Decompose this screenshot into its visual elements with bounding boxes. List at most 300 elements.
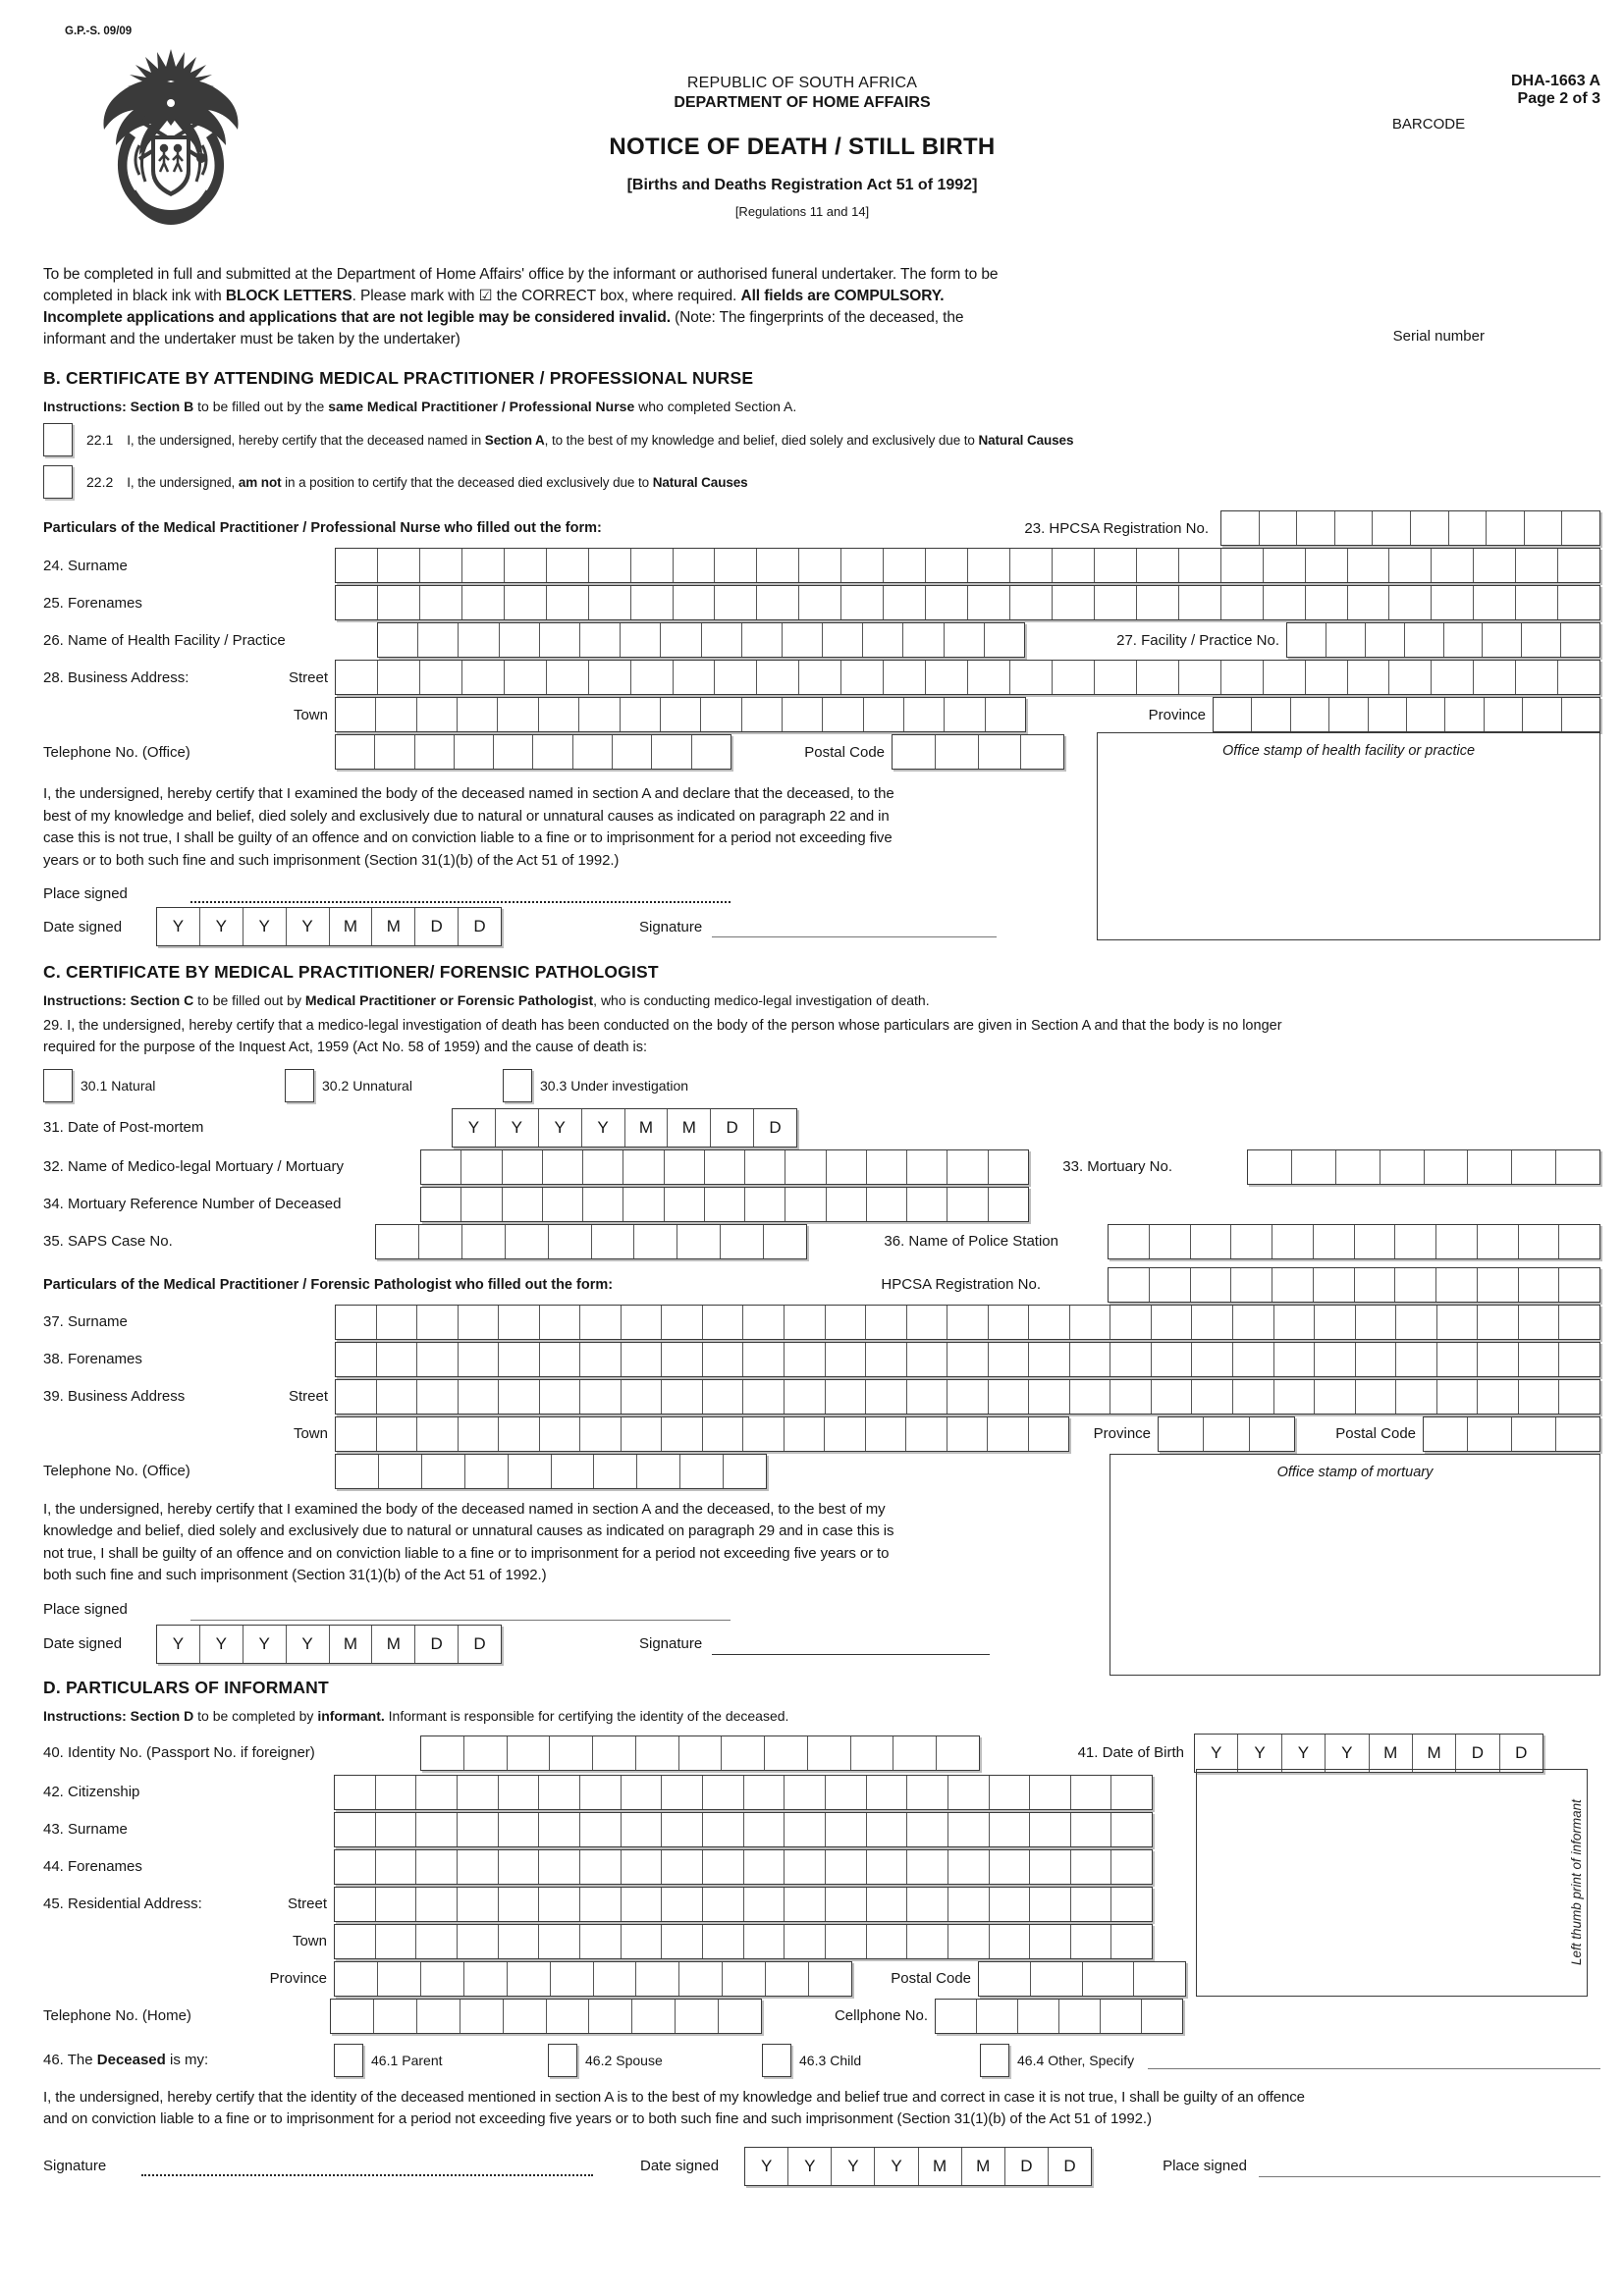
grid-cell[interactable] bbox=[867, 1888, 908, 1921]
grid-cell[interactable] bbox=[703, 1813, 744, 1846]
grid-cell[interactable] bbox=[1559, 1268, 1599, 1302]
grid-cell[interactable] bbox=[1221, 511, 1260, 545]
phone-grid-c[interactable] bbox=[335, 1454, 767, 1489]
grid-cell[interactable] bbox=[634, 1225, 677, 1258]
grid-cell[interactable] bbox=[1559, 1306, 1599, 1339]
grid-cell[interactable] bbox=[904, 698, 945, 731]
grid-cell[interactable] bbox=[1233, 1380, 1274, 1414]
grid-cell[interactable] bbox=[1221, 549, 1264, 582]
grid-cell[interactable] bbox=[867, 1925, 908, 1958]
grid-cell[interactable] bbox=[1231, 1268, 1272, 1302]
grid-cell[interactable] bbox=[823, 698, 863, 731]
grid-cell[interactable]: Y bbox=[539, 1109, 582, 1147]
grid-cell[interactable] bbox=[680, 1455, 724, 1488]
grid-cell[interactable] bbox=[416, 1888, 458, 1921]
grid-cell[interactable] bbox=[378, 623, 418, 657]
grid-cell[interactable] bbox=[494, 735, 533, 769]
grid-cell[interactable] bbox=[1522, 623, 1561, 657]
grid-cell[interactable] bbox=[674, 661, 716, 694]
grid-cell[interactable] bbox=[947, 1343, 989, 1376]
grid-cell[interactable] bbox=[1478, 1225, 1519, 1258]
grid-cell[interactable] bbox=[375, 735, 414, 769]
grid-cell[interactable] bbox=[336, 549, 378, 582]
grid-cell[interactable] bbox=[1432, 549, 1474, 582]
grid-cell[interactable] bbox=[1449, 511, 1488, 545]
grid-cell[interactable] bbox=[506, 1225, 549, 1258]
grid-cell[interactable] bbox=[547, 661, 589, 694]
grid-cell[interactable]: D bbox=[769, 1117, 782, 1137]
grid-cell[interactable] bbox=[937, 1736, 979, 1770]
grid-cell[interactable] bbox=[335, 1962, 378, 1996]
grid-cell[interactable] bbox=[948, 1850, 990, 1884]
province-grid-c[interactable] bbox=[1158, 1416, 1295, 1452]
grid-cell[interactable] bbox=[903, 623, 944, 657]
grid-cell[interactable] bbox=[336, 735, 375, 769]
grid-cell[interactable] bbox=[1519, 1268, 1560, 1302]
grid-cell[interactable] bbox=[461, 1188, 502, 1221]
grid-cell[interactable] bbox=[1260, 511, 1298, 545]
grid-cell[interactable] bbox=[573, 735, 613, 769]
grid-cell[interactable]: Y bbox=[875, 2148, 918, 2185]
checkbox-30-1[interactable] bbox=[43, 1069, 73, 1102]
grid-cell[interactable] bbox=[1389, 661, 1432, 694]
grid-cell[interactable]: M bbox=[625, 1109, 669, 1147]
grid-cell[interactable] bbox=[867, 1813, 908, 1846]
grid-cell[interactable] bbox=[702, 623, 742, 657]
grid-cell[interactable] bbox=[745, 1150, 785, 1184]
postal-grid-d[interactable] bbox=[978, 1961, 1186, 1997]
grid-cell[interactable] bbox=[947, 1150, 988, 1184]
surname-grid-c[interactable] bbox=[335, 1305, 1600, 1340]
grid-cell[interactable] bbox=[499, 1417, 540, 1451]
grid-cell[interactable] bbox=[508, 1736, 551, 1770]
grid-cell[interactable] bbox=[744, 1850, 785, 1884]
grid-cell[interactable] bbox=[376, 698, 416, 731]
grid-cell[interactable] bbox=[1519, 1343, 1560, 1376]
grid-cell[interactable] bbox=[1373, 511, 1411, 545]
grid-cell[interactable] bbox=[1558, 549, 1599, 582]
grid-cell[interactable] bbox=[622, 1343, 663, 1376]
grid-cell[interactable] bbox=[1512, 1417, 1556, 1451]
police-grid[interactable] bbox=[1108, 1224, 1600, 1259]
grid-cell[interactable] bbox=[662, 1776, 703, 1809]
grid-cell[interactable] bbox=[623, 1150, 664, 1184]
grid-cell[interactable] bbox=[336, 1306, 377, 1339]
grid-cell[interactable] bbox=[979, 1962, 1031, 1996]
grid-cell[interactable] bbox=[417, 1306, 459, 1339]
grid-cell[interactable] bbox=[1297, 511, 1335, 545]
grid-cell[interactable] bbox=[1356, 1306, 1397, 1339]
saps-grid[interactable] bbox=[375, 1224, 807, 1259]
grid-cell[interactable] bbox=[549, 1225, 592, 1258]
grid-cell[interactable] bbox=[884, 661, 926, 694]
grid-cell[interactable] bbox=[589, 549, 631, 582]
grid-cell[interactable] bbox=[907, 1343, 948, 1376]
grid-cell[interactable] bbox=[703, 1925, 744, 1958]
grid-cell[interactable] bbox=[867, 1188, 907, 1221]
grid-cell[interactable] bbox=[1070, 1380, 1111, 1414]
grid-cell[interactable] bbox=[679, 1962, 723, 1996]
grid-cell[interactable] bbox=[1335, 511, 1374, 545]
hpcsa-grid-b[interactable] bbox=[1220, 510, 1600, 546]
grid-cell[interactable] bbox=[460, 2000, 504, 2033]
grid-cell[interactable] bbox=[1264, 586, 1306, 619]
grid-cell[interactable] bbox=[1053, 549, 1095, 582]
grid-cell[interactable] bbox=[1436, 1268, 1478, 1302]
grid-cell[interactable] bbox=[1029, 1417, 1069, 1451]
grid-cell[interactable] bbox=[744, 1776, 785, 1809]
grid-cell[interactable] bbox=[543, 1150, 583, 1184]
grid-cell[interactable]: M bbox=[330, 908, 373, 945]
grid-cell[interactable]: Y bbox=[200, 908, 244, 945]
grid-cell[interactable] bbox=[863, 623, 903, 657]
grid-cell[interactable] bbox=[826, 1925, 867, 1958]
grid-cell[interactable] bbox=[864, 698, 904, 731]
grid-cell[interactable] bbox=[335, 1813, 376, 1846]
phone-grid-b[interactable] bbox=[335, 734, 731, 770]
grid-cell[interactable] bbox=[662, 1925, 703, 1958]
grid-cell[interactable] bbox=[539, 1888, 580, 1921]
grid-cell[interactable] bbox=[464, 1736, 508, 1770]
grid-cell[interactable] bbox=[498, 698, 538, 731]
grid-cell[interactable] bbox=[593, 1736, 636, 1770]
grid-cell[interactable] bbox=[948, 1925, 990, 1958]
grid-cell[interactable] bbox=[419, 1225, 462, 1258]
grid-cell[interactable] bbox=[1292, 1150, 1336, 1184]
grid-cell[interactable] bbox=[547, 549, 589, 582]
grid-cell[interactable]: Y bbox=[157, 908, 200, 945]
grid-cell[interactable] bbox=[1315, 1306, 1356, 1339]
grid-cell[interactable]: Y bbox=[287, 908, 330, 945]
grid-cell[interactable] bbox=[1192, 1343, 1233, 1376]
grid-cell[interactable] bbox=[744, 1925, 785, 1958]
grid-cell[interactable] bbox=[968, 661, 1010, 694]
grid-cell[interactable] bbox=[1519, 1380, 1560, 1414]
grid-cell[interactable] bbox=[826, 1888, 867, 1921]
grid-cell[interactable] bbox=[376, 1225, 419, 1258]
grid-cell[interactable] bbox=[420, 586, 462, 619]
grid-cell[interactable] bbox=[826, 1306, 867, 1339]
grid-cell[interactable] bbox=[335, 1850, 376, 1884]
grid-cell[interactable] bbox=[1030, 1776, 1071, 1809]
grid-cell[interactable] bbox=[1468, 1417, 1512, 1451]
grid-cell[interactable] bbox=[662, 1813, 703, 1846]
grid-cell[interactable] bbox=[1053, 586, 1095, 619]
signature-line-c[interactable] bbox=[712, 1633, 990, 1655]
grid-cell[interactable] bbox=[1083, 1962, 1135, 1996]
grid-cell[interactable] bbox=[1095, 586, 1137, 619]
grid-cell[interactable] bbox=[1021, 735, 1063, 769]
grid-cell[interactable] bbox=[636, 1736, 679, 1770]
grid-cell[interactable] bbox=[416, 1850, 458, 1884]
grid-cell[interactable] bbox=[1474, 661, 1516, 694]
facility-no-grid-b[interactable] bbox=[1286, 622, 1600, 658]
grid-cell[interactable] bbox=[764, 1225, 806, 1258]
grid-cell[interactable] bbox=[623, 1188, 664, 1221]
grid-cell[interactable] bbox=[1348, 549, 1390, 582]
grid-cell[interactable] bbox=[1010, 661, 1053, 694]
forenames-grid-c[interactable] bbox=[335, 1342, 1600, 1377]
grid-cell[interactable] bbox=[377, 1417, 418, 1451]
grid-cell[interactable] bbox=[990, 1813, 1031, 1846]
grid-cell[interactable]: M bbox=[668, 1109, 711, 1147]
grid-cell[interactable] bbox=[703, 1380, 744, 1414]
grid-cell[interactable] bbox=[552, 1455, 595, 1488]
grid-cell[interactable] bbox=[421, 1150, 461, 1184]
grid-cell[interactable] bbox=[462, 586, 505, 619]
province-grid-b[interactable] bbox=[1213, 697, 1600, 732]
grid-cell[interactable] bbox=[841, 586, 884, 619]
forenames-grid-b[interactable] bbox=[335, 585, 1600, 620]
grid-cell[interactable] bbox=[785, 1417, 826, 1451]
grid-cell[interactable] bbox=[907, 1188, 947, 1221]
grid-cell[interactable] bbox=[1369, 698, 1407, 731]
grid-cell[interactable]: D bbox=[473, 1633, 486, 1653]
grid-cell[interactable] bbox=[589, 2000, 632, 2033]
grid-cell[interactable] bbox=[1134, 1962, 1185, 1996]
phone-grid-d[interactable] bbox=[330, 1999, 762, 2034]
grid-cell[interactable] bbox=[505, 661, 547, 694]
grid-cell[interactable] bbox=[705, 1188, 745, 1221]
grid-cell[interactable] bbox=[1562, 511, 1599, 545]
grid-cell[interactable] bbox=[947, 1188, 988, 1221]
grid-cell[interactable] bbox=[1559, 1225, 1599, 1258]
grid-cell[interactable] bbox=[1314, 1225, 1355, 1258]
grid-cell[interactable] bbox=[662, 1380, 703, 1414]
grid-cell[interactable]: D bbox=[711, 1109, 754, 1147]
postal-grid-c[interactable] bbox=[1423, 1416, 1600, 1452]
grid-cell[interactable] bbox=[945, 623, 985, 657]
grid-cell[interactable] bbox=[1315, 1343, 1356, 1376]
grid-cell[interactable] bbox=[1192, 1380, 1233, 1414]
grid-cell[interactable] bbox=[416, 1813, 458, 1846]
citizenship-grid[interactable] bbox=[334, 1775, 1153, 1810]
grid-cell[interactable] bbox=[715, 549, 757, 582]
grid-cell[interactable] bbox=[743, 1417, 785, 1451]
grid-cell[interactable] bbox=[1396, 1343, 1437, 1376]
grid-cell[interactable] bbox=[580, 623, 621, 657]
street-grid-b[interactable] bbox=[335, 660, 1600, 695]
grid-cell[interactable] bbox=[743, 1343, 785, 1376]
grid-cell[interactable] bbox=[580, 1306, 622, 1339]
grid-cell[interactable] bbox=[1389, 586, 1432, 619]
grid-cell[interactable] bbox=[458, 1776, 499, 1809]
grid-cell[interactable] bbox=[968, 586, 1010, 619]
grid-cell[interactable] bbox=[677, 1225, 721, 1258]
grid-cell[interactable]: D bbox=[473, 917, 486, 935]
grid-cell[interactable] bbox=[947, 1380, 989, 1414]
grid-cell[interactable] bbox=[503, 1150, 543, 1184]
grid-cell[interactable] bbox=[1031, 1962, 1083, 1996]
grid-cell[interactable] bbox=[823, 623, 863, 657]
grid-cell[interactable]: Y bbox=[287, 1626, 330, 1663]
grid-cell[interactable] bbox=[1070, 1306, 1111, 1339]
grid-cell[interactable] bbox=[926, 586, 968, 619]
grid-cell[interactable] bbox=[547, 586, 589, 619]
grid-cell[interactable] bbox=[703, 1343, 744, 1376]
grid-cell[interactable] bbox=[589, 586, 631, 619]
grid-cell[interactable] bbox=[719, 2000, 761, 2033]
grid-cell[interactable] bbox=[579, 698, 620, 731]
grid-cell[interactable] bbox=[661, 623, 701, 657]
grid-cell[interactable] bbox=[907, 1925, 948, 1958]
grid-cell[interactable] bbox=[1272, 1268, 1314, 1302]
grid-cell[interactable] bbox=[461, 1150, 502, 1184]
forenames-grid-d[interactable] bbox=[334, 1849, 1153, 1885]
grid-cell[interactable] bbox=[989, 1150, 1028, 1184]
grid-cell[interactable] bbox=[462, 549, 505, 582]
grid-cell[interactable]: M bbox=[372, 1626, 415, 1663]
grid-cell[interactable] bbox=[459, 623, 499, 657]
grid-cell[interactable] bbox=[543, 1188, 583, 1221]
grid-cell[interactable] bbox=[1355, 1268, 1396, 1302]
grid-cell[interactable] bbox=[926, 549, 968, 582]
grid-cell[interactable] bbox=[1264, 549, 1306, 582]
grid-cell[interactable] bbox=[1478, 1306, 1519, 1339]
checkbox-22-2[interactable] bbox=[43, 465, 73, 499]
grid-cell[interactable] bbox=[379, 1455, 422, 1488]
town-grid-d[interactable] bbox=[334, 1924, 1153, 1959]
grid-cell[interactable] bbox=[665, 1188, 705, 1221]
grid-cell[interactable] bbox=[1559, 1343, 1599, 1376]
grid-cell[interactable] bbox=[1192, 1306, 1233, 1339]
grid-cell[interactable]: Y bbox=[157, 1626, 200, 1663]
grid-cell[interactable] bbox=[336, 1343, 377, 1376]
surname-grid-d[interactable] bbox=[334, 1812, 1153, 1847]
grid-cell[interactable] bbox=[652, 735, 691, 769]
grid-cell[interactable]: D bbox=[1456, 1735, 1499, 1772]
grid-cell[interactable] bbox=[1010, 586, 1053, 619]
grid-cell[interactable] bbox=[465, 1455, 509, 1488]
grid-cell[interactable] bbox=[1029, 1343, 1070, 1376]
hpcsa-grid-c[interactable] bbox=[1108, 1267, 1600, 1303]
grid-cell[interactable] bbox=[1474, 586, 1516, 619]
grid-cell[interactable] bbox=[508, 1962, 551, 1996]
grid-cell[interactable] bbox=[988, 1417, 1029, 1451]
grid-cell[interactable] bbox=[990, 1888, 1031, 1921]
grid-cell[interactable]: M bbox=[1413, 1735, 1456, 1772]
signature-line-b[interactable] bbox=[712, 916, 997, 937]
grid-cell[interactable] bbox=[636, 1962, 679, 1996]
grid-cell[interactable] bbox=[336, 1380, 377, 1414]
grid-cell[interactable] bbox=[336, 1455, 379, 1488]
grid-cell[interactable] bbox=[1029, 1380, 1070, 1414]
grid-cell[interactable] bbox=[893, 735, 936, 769]
grid-cell[interactable] bbox=[458, 1925, 499, 1958]
grid-cell[interactable] bbox=[459, 1417, 500, 1451]
grid-cell[interactable] bbox=[539, 698, 579, 731]
place-signed-line-c[interactable] bbox=[190, 1599, 731, 1621]
grid-cell[interactable] bbox=[637, 1455, 680, 1488]
grid-cell[interactable] bbox=[417, 1417, 459, 1451]
grid-cell[interactable] bbox=[990, 1776, 1031, 1809]
grid-cell[interactable] bbox=[723, 1962, 766, 1996]
grid-cell[interactable] bbox=[907, 1813, 948, 1846]
grid-cell[interactable] bbox=[1516, 661, 1558, 694]
grid-cell[interactable] bbox=[1150, 1225, 1191, 1258]
grid-cell[interactable] bbox=[499, 1888, 540, 1921]
grid-cell[interactable]: Y bbox=[244, 908, 287, 945]
grid-cell[interactable] bbox=[622, 1776, 663, 1809]
date-signed-grid-d[interactable] bbox=[744, 2147, 1092, 2186]
grid-cell[interactable] bbox=[907, 1150, 947, 1184]
grid-cell[interactable] bbox=[743, 1380, 785, 1414]
grid-cell[interactable] bbox=[505, 549, 547, 582]
grid-cell[interactable] bbox=[1315, 1380, 1356, 1414]
town-grid-b[interactable] bbox=[335, 697, 1026, 732]
grid-cell[interactable] bbox=[1110, 1306, 1152, 1339]
grid-cell[interactable] bbox=[377, 1306, 418, 1339]
grid-cell[interactable] bbox=[1519, 1225, 1560, 1258]
grid-cell[interactable] bbox=[907, 1850, 948, 1884]
grid-cell[interactable] bbox=[377, 1380, 418, 1414]
grid-cell[interactable] bbox=[335, 1776, 376, 1809]
grid-cell[interactable] bbox=[417, 698, 458, 731]
grid-cell[interactable] bbox=[808, 1736, 851, 1770]
grid-cell[interactable] bbox=[1512, 1150, 1556, 1184]
grid-cell[interactable] bbox=[1432, 586, 1474, 619]
grid-cell[interactable] bbox=[665, 1150, 705, 1184]
grid-cell[interactable] bbox=[1233, 1343, 1274, 1376]
grid-cell[interactable] bbox=[1291, 698, 1329, 731]
grid-cell[interactable] bbox=[1396, 1306, 1437, 1339]
grid-cell[interactable] bbox=[458, 698, 498, 731]
grid-cell[interactable] bbox=[415, 735, 455, 769]
grid-cell[interactable] bbox=[765, 1736, 808, 1770]
grid-cell[interactable] bbox=[378, 1962, 421, 1996]
grid-cell[interactable] bbox=[421, 1188, 461, 1221]
checkbox-46-3[interactable] bbox=[762, 2044, 791, 2077]
grid-cell[interactable] bbox=[1483, 623, 1522, 657]
grid-cell[interactable] bbox=[826, 1813, 867, 1846]
grid-cell[interactable] bbox=[1030, 1925, 1071, 1958]
grid-cell[interactable] bbox=[866, 1306, 907, 1339]
grid-cell[interactable] bbox=[583, 1150, 623, 1184]
mortuary-name-grid[interactable] bbox=[420, 1149, 1029, 1185]
grid-cell[interactable] bbox=[1561, 623, 1599, 657]
grid-cell[interactable] bbox=[785, 1776, 826, 1809]
grid-cell[interactable] bbox=[1111, 1850, 1152, 1884]
grid-cell[interactable] bbox=[632, 2000, 676, 2033]
grid-cell[interactable] bbox=[580, 1888, 622, 1921]
grid-cell[interactable] bbox=[1204, 1417, 1249, 1451]
grid-cell[interactable] bbox=[1366, 623, 1405, 657]
grid-cell[interactable] bbox=[1071, 1813, 1112, 1846]
grid-cell[interactable] bbox=[1306, 586, 1348, 619]
checkbox-30-3[interactable] bbox=[503, 1069, 532, 1102]
grid-cell[interactable] bbox=[1191, 1225, 1232, 1258]
grid-cell[interactable] bbox=[1179, 661, 1221, 694]
checkbox-22-1[interactable] bbox=[43, 423, 73, 456]
date-signed-grid-b[interactable] bbox=[156, 907, 502, 946]
grid-cell[interactable] bbox=[867, 1150, 907, 1184]
grid-cell[interactable] bbox=[336, 1417, 377, 1451]
grid-cell[interactable] bbox=[785, 1188, 826, 1221]
grid-cell[interactable] bbox=[540, 1343, 581, 1376]
grid-cell[interactable]: Y bbox=[453, 1109, 496, 1147]
grid-cell[interactable] bbox=[661, 698, 701, 731]
grid-cell[interactable] bbox=[662, 1306, 703, 1339]
street-grid-c[interactable] bbox=[335, 1379, 1600, 1415]
grid-cell[interactable] bbox=[459, 1343, 500, 1376]
grid-cell[interactable] bbox=[499, 1776, 540, 1809]
grid-cell[interactable] bbox=[785, 1380, 826, 1414]
grid-cell[interactable] bbox=[1411, 511, 1449, 545]
grid-cell[interactable] bbox=[1329, 698, 1368, 731]
grid-cell[interactable] bbox=[1405, 623, 1444, 657]
grid-cell[interactable] bbox=[990, 1850, 1031, 1884]
grid-cell[interactable] bbox=[1556, 1417, 1599, 1451]
